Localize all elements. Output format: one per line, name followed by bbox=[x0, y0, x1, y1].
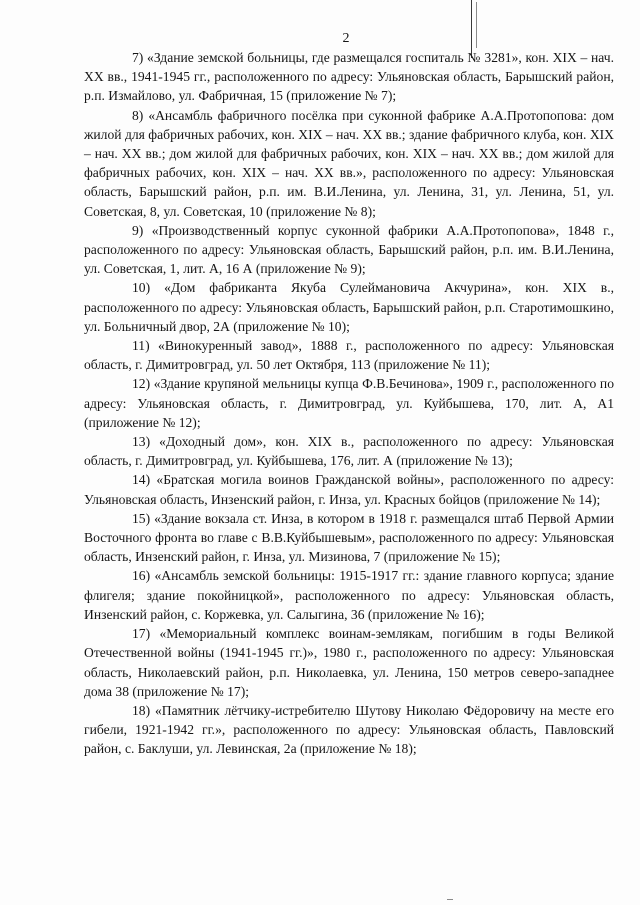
list-item: 15) «Здание вокзала ст. Инза, в котором в 1918 г. размещался штаб Первой Армии Восточного фронта во главе с В.В.Куйбышевым», расположенного по адресу: Ульяновская область, Инзенский район, г. Инза, ул. Мизинова, 7 (приложение № 15); bbox=[84, 510, 614, 565]
list-item: 18) «Памятник лётчику-истребителю Шутову Николаю Фёдоровичу на месте его гибели, 1921-1942 гг.», расположенного по адресу: Ульяновская область, Павловский район, с. Баклуши, ул. Левинская, 2а (приложение № 18); bbox=[84, 702, 614, 757]
list-item: 9) «Производственный корпус суконной фабрики А.А.Протопопова», 1848 г., расположенного по адресу: Ульяновская область, Барышский район, р.п. им. В.И.Ленина, ул. Советская, 1, лит. А, 16 А (приложение № 9); bbox=[84, 222, 614, 277]
list-item: 11) «Винокуренный завод», 1888 г., расположенного по адресу: Ульяновская область, г. Димитровград, ул. 50 лет Октября, 113 (приложение № 11); bbox=[84, 338, 614, 373]
page-number: 2 bbox=[342, 31, 350, 46]
list-item: 16) «Ансамбль земской больницы: 1915-1917 гг.: здание главного корпуса; здание флигеля; здание покойницкой», расположенного по адресу: Ульяновская область, Инзенский район, с. Коржевка, ул. Салыгина, 36 (приложение № 16); bbox=[84, 568, 614, 622]
document-body bbox=[84, 48, 614, 759]
list-item: 13) «Доходный дом», кон. XIX в., расположенного по адресу: Ульяновская область, г. Димитровград, ул. Куйбышева, 176, лит. А (приложение № 13); bbox=[84, 434, 614, 469]
list-item: 14) «Братская могила воинов Гражданской войны», расположенного по адресу: Ульяновская область, Инзенский район, г. Инза, ул. Красных бойцов (приложение № 14); bbox=[84, 472, 614, 507]
scan-mark bbox=[447, 893, 453, 900]
list-item: 7) «Здание земской больницы, где размещался госпиталь № 3281», кон. XIX – нач. XX вв., 1941-1945 гг., расположенного по адресу: Ульяновская область, Барышский район, р.п. Измайлово, ул. Фабричная, 15 (приложение № 7); bbox=[84, 50, 614, 104]
list-item: 12) «Здание крупяной мельницы купца Ф.В.Бечинова», 1909 г., расположенного по адресу: Ульяновская область, г. Димитровград, ул. Куйбышева, 170, лит. А, А1 (приложение № 12); bbox=[84, 376, 614, 430]
list-item: 10) «Дом фабриканта Якуба Сулеймановича Акчурина», кон. XIX в., расположенного по адресу: Ульяновская область, Барышский район, р.п. Старотимошкино, ул. Больничный двор, 2А (приложение № 10); bbox=[84, 280, 614, 334]
list-item: 8) «Ансамбль фабричного посёлка при суконной фабрике А.А.Протопопова: дом жилой для фабричных рабочих, кон. XIX – нач. XX вв.; здание фабричного клуба, кон. XIX – нач. XX вв.; дом жилой для фабричных рабочих, кон. XIX – нач. XX вв.; дом жилой для фабричных рабочих, кон. XIX – нач. XX вв.», расположенного по адресу: Ульяновская область, Барышский район, р.п. им. В.И.Ленина, ул. Ленина, 31, ул. Ленина, 51, ул. Советская, 8, ул. Советская, 10 (приложение № 8); bbox=[84, 107, 614, 219]
list-item: 17) «Мемориальный комплекс воинам-землякам, погибшим в годы Великой Отечественной войны (1941-1945 гг.)», 1980 г., расположенного по адресу: Ульяновская область, Николаевский район, р.п. Николаевка, ул. Ленина, 150 метров северо-западнее дома 38 (приложение № 17); bbox=[84, 626, 614, 699]
